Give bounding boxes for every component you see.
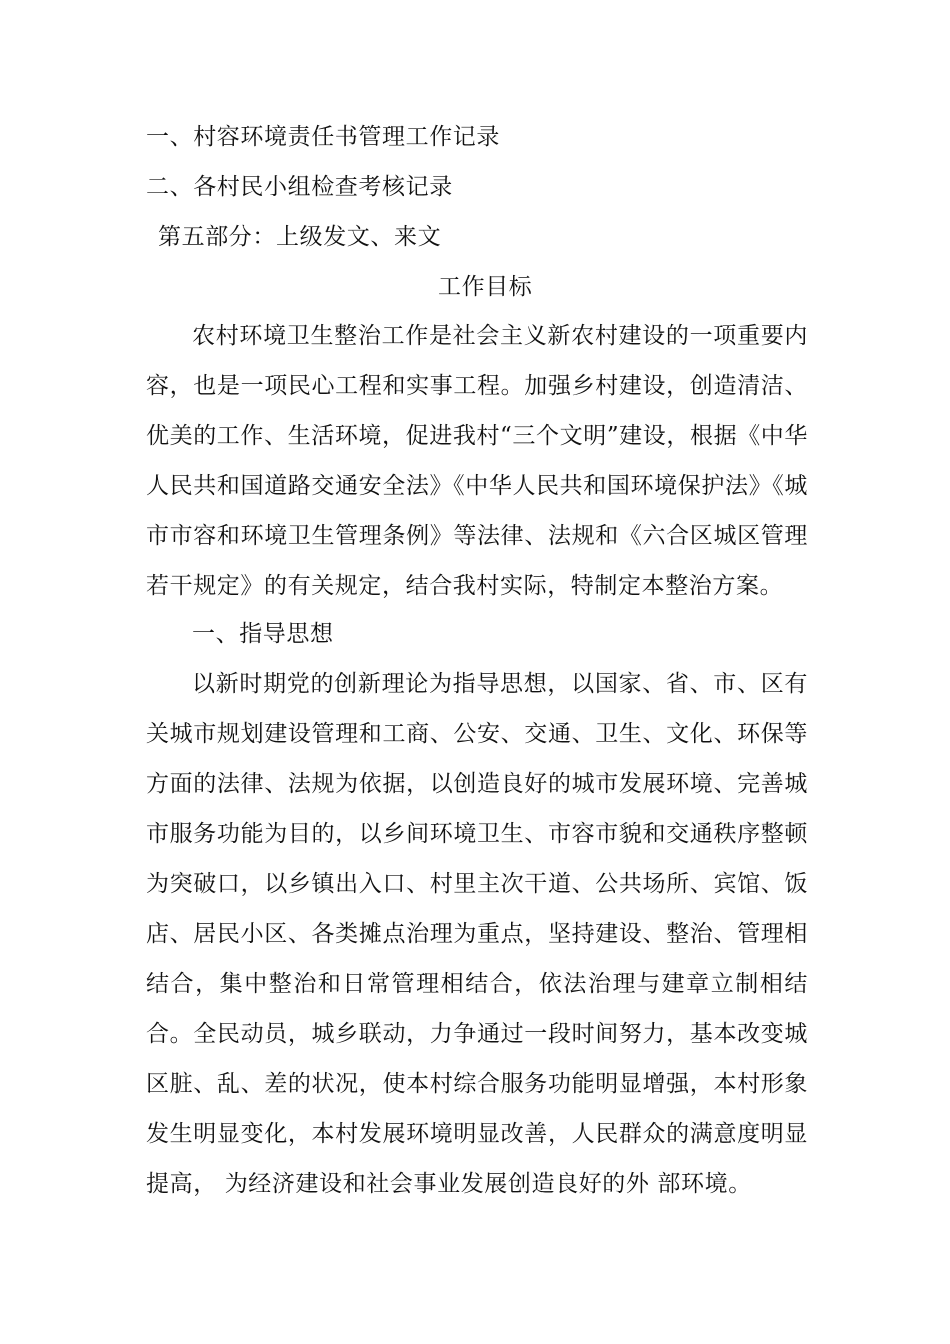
record-item-2: 二、各村民小组检查考核记录 [146,174,453,200]
record-item-1: 一、村容环境责任书管理工作记录 [146,124,500,150]
part-five-title: 第五部分：上级发文、来文 [158,224,442,250]
guiding-ideology-paragraph: 以新时期党的创新理论为指导思想，以国家、省、市、区有关城市规划建设管理和工商、公安、交通、卫生、文化、环保等方面的法律、法规为依据，以创造良好的城市发展环境、完善城市服务功能为目的，以乡间环境卫生、市容市貌和交通秩序整顿为突破口，以乡镇出入口、村里主次干道、公共场所、宾馆、饭店、居民小区、各类摊点治理为重点，坚持建设、整治、管理相结合，集中整治和日常管理相结合，依法治理与建章立制相结合。全民动员，城乡联动，力争通过一段时间努力，基本改变城区脏、乱、差的状况，使本村综合服务功能明显增强，本村形象发生明显变化，本村发展环境明显改善，人民群众的满意度明显提高， 为经济建设和社会事业发展创造良好的外 部环境。 [146,671,808,1197]
guiding-ideology-heading: 一、指导思想 [192,621,334,647]
section-heading: 工作目标 [438,274,533,300]
intro-paragraph: 农村环境卫生整治工作是社会主义新农村建设的一项重要内容，也是一项民心工程和实事工程。加强乡村建设，创造清洁、优美的工作、生活环境，促进我村“三个文明”建设，根据《中华人民共和国道路交通安全法》《中华人民共和国环境保护法》《城市市容和环境卫生管理条例》等法律、法规和《六合区城区管理若干规定》的有关规定，结合我村实际，特制定本整治方案。 [146,323,808,599]
